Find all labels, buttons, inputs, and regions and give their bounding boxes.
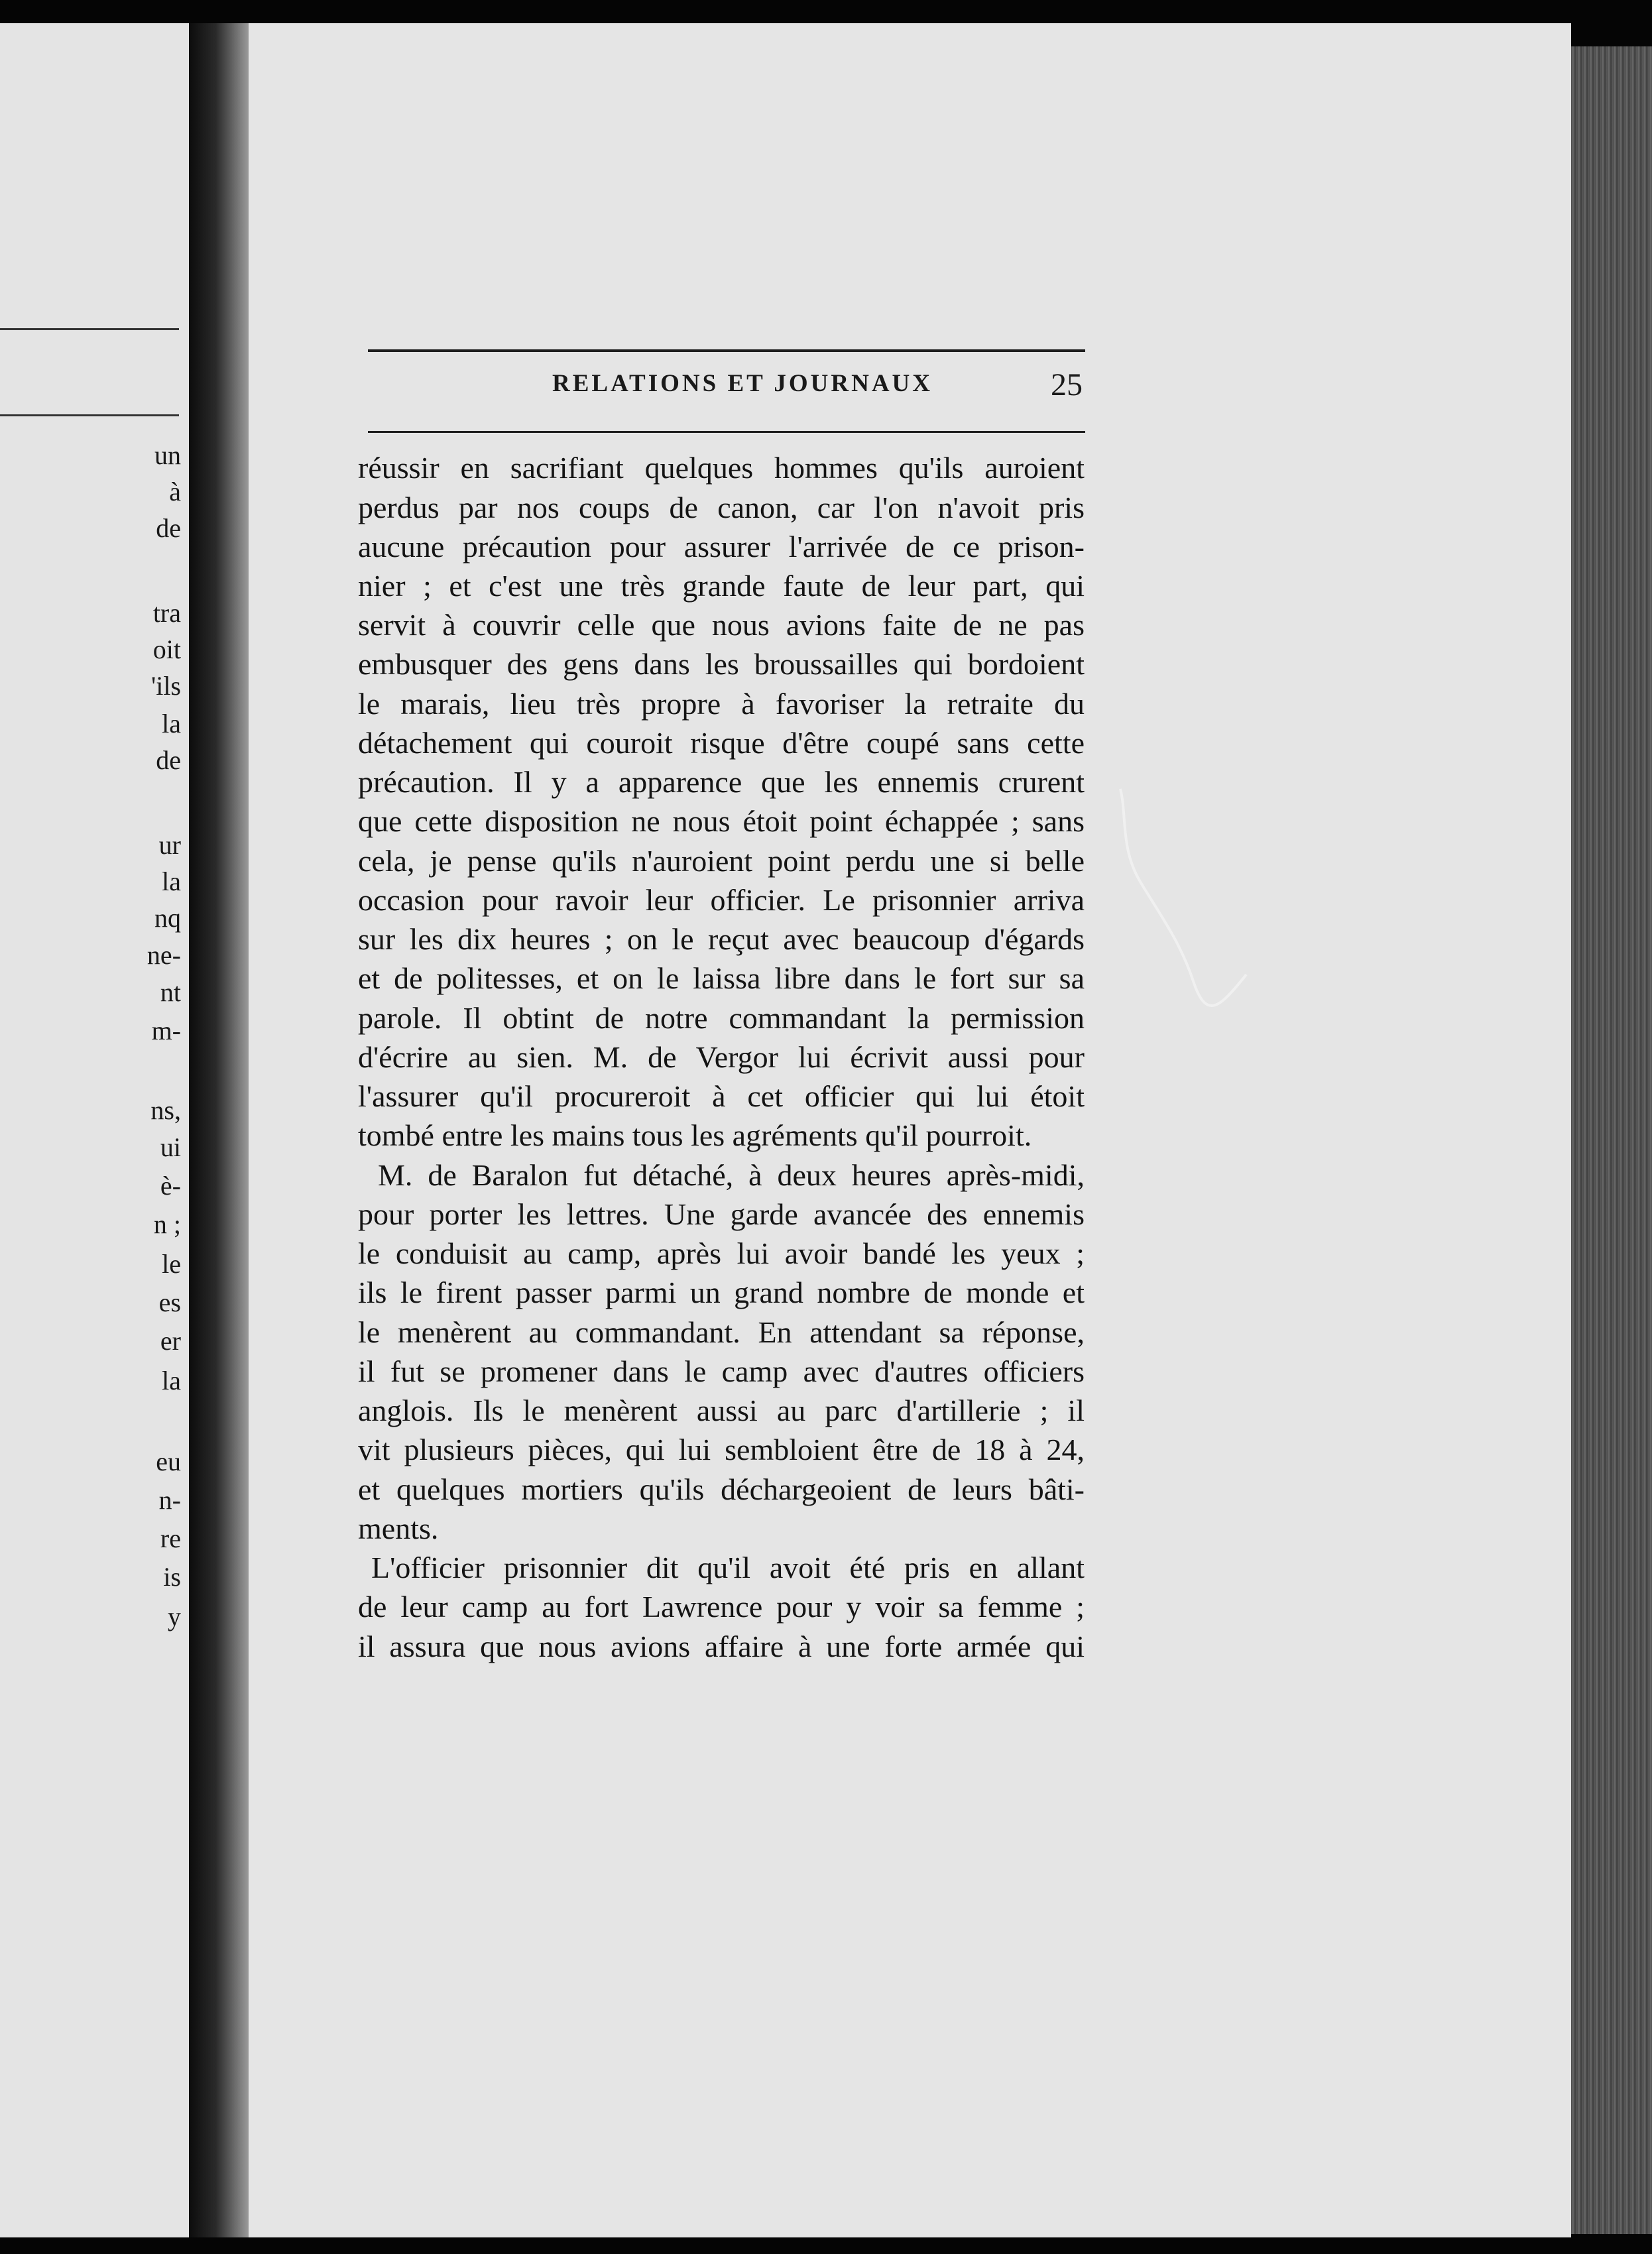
previous-page-fragment: ne- (147, 940, 181, 970)
previous-page-fragment: nt (160, 977, 181, 1007)
body-text-line: que cette disposition ne nous étoit point échappée ; sans (358, 804, 1085, 838)
body-text-line: ils le firent passer parmi un grand nombre de monde et (358, 1275, 1085, 1309)
body-text-line: aucune précaution pour assurer l'arrivée de ce prison- (358, 530, 1085, 564)
body-text-line: ments. (358, 1512, 439, 1545)
previous-page-fragment: n- (158, 1485, 181, 1515)
body-text-line: M. de Baralon fut détaché, à deux heures après-midi, (378, 1158, 1085, 1192)
previous-page-fragment: ui (160, 1132, 181, 1162)
previous-page-fragment: oit (152, 634, 181, 664)
body-text-line: pour porter les lettres. Une garde avancée des ennemis (358, 1197, 1085, 1231)
previous-page-fragment: eu (156, 1447, 181, 1476)
previous-page-fragment: la (162, 1366, 181, 1395)
previous-page-fragment: y (168, 1602, 181, 1631)
running-title: RELATIONS ET JOURNAUX (552, 370, 933, 397)
previous-page-fragment: la (162, 709, 181, 739)
previous-page-fragment: tra (152, 598, 181, 628)
body-text-line: le menèrent au commandant. En attendant sa réponse, (358, 1315, 1085, 1349)
previous-page-fragment: es (158, 1287, 181, 1317)
previous-page-fragment: nq (154, 903, 181, 933)
body-text-line: l'assurer qu'il procureroit à cet officier qui lui étoit (358, 1079, 1085, 1113)
page-number: 25 (1051, 367, 1083, 402)
previous-page-fragment: ns, (150, 1095, 181, 1125)
previous-page-fragment: m- (151, 1016, 181, 1045)
previous-page-fragment: er (160, 1326, 181, 1356)
previous-page-fragment: de (156, 513, 181, 543)
body-text-line: de leur camp au fort Lawrence pour y voir sa femme ; (358, 1590, 1085, 1624)
body-text-line: occasion pour ravoir leur officier. Le prisonnier arriva (358, 883, 1085, 917)
body-text-line: précaution. Il y a apparence que les ennemis crurent (358, 765, 1085, 799)
previous-page-fragment: le (162, 1249, 181, 1279)
body-text-line: le conduisit au camp, après lui avoir bandé les yeux ; (358, 1236, 1085, 1270)
body-text-line: nier ; et c'est une très grande faute de leur part, qui (358, 569, 1085, 603)
previous-page-fragment: la (162, 866, 181, 896)
body-text-line: L'officier prisonnier dit qu'il avoit été pris en allant (371, 1551, 1085, 1584)
body-text-line: anglois. Ils le menèrent aussi au parc d'artillerie ; il (358, 1394, 1085, 1427)
body-text-line: perdus par nos coups de canon, car l'on n'avoit pris (358, 491, 1085, 524)
body-text-line: servit à couvrir celle que nous avions faite de ne pas (358, 608, 1085, 642)
body-text-line: et quelques mortiers qu'ils déchargeoient de leurs bâti- (358, 1472, 1085, 1506)
previous-page-fragment: un (154, 440, 181, 470)
previous-page-fragment: de (156, 745, 181, 775)
body-text-line: détachement qui couroit risque d'être coupé sans cette (358, 726, 1085, 760)
previous-page-fragment: is (163, 1562, 181, 1592)
body-text-line: il fut se promener dans le camp avec d'autres officiers (358, 1354, 1085, 1388)
previous-page-fragment: ur (158, 830, 181, 860)
body-text-line: cela, je pense qu'ils n'auroient point perdu une si belle (358, 844, 1085, 878)
body-text-line: réussir en sacrifiant quelques hommes qu'ils auroient (358, 451, 1085, 485)
previous-page-fragment: n ; (153, 1209, 181, 1239)
body-text-line: il assura que nous avions affaire à une forte armée qui (358, 1630, 1085, 1663)
body-text-line: sur les dix heures ; on le reçut avec beaucoup d'égards (358, 922, 1085, 956)
previous-page-fragment: à (169, 477, 181, 506)
previous-page-fragment: re (160, 1523, 181, 1553)
body-text-line: d'écrire au sien. M. de Vergor lui écrivit aussi pour (358, 1040, 1085, 1074)
body-text-line: le marais, lieu très propre à favoriser la retraite du (358, 687, 1085, 721)
body-text-line: tombé entre les mains tous les agréments qu'il pourroit. (358, 1118, 1032, 1152)
body-text-line: et de politesses, et on le laissa libre dans le fort sur sa (358, 961, 1085, 995)
body-text-line: embusquer des gens dans les broussailles qui bordoient (358, 647, 1085, 681)
previous-page-fragment: 'ils (151, 671, 181, 701)
body-text-line: parole. Il obtint de notre commandant la permission (358, 1001, 1085, 1035)
previous-page-fragment: è- (160, 1171, 181, 1201)
body-text-line: vit plusieurs pièces, qui lui sembloient être de 18 à 24, (358, 1433, 1085, 1466)
